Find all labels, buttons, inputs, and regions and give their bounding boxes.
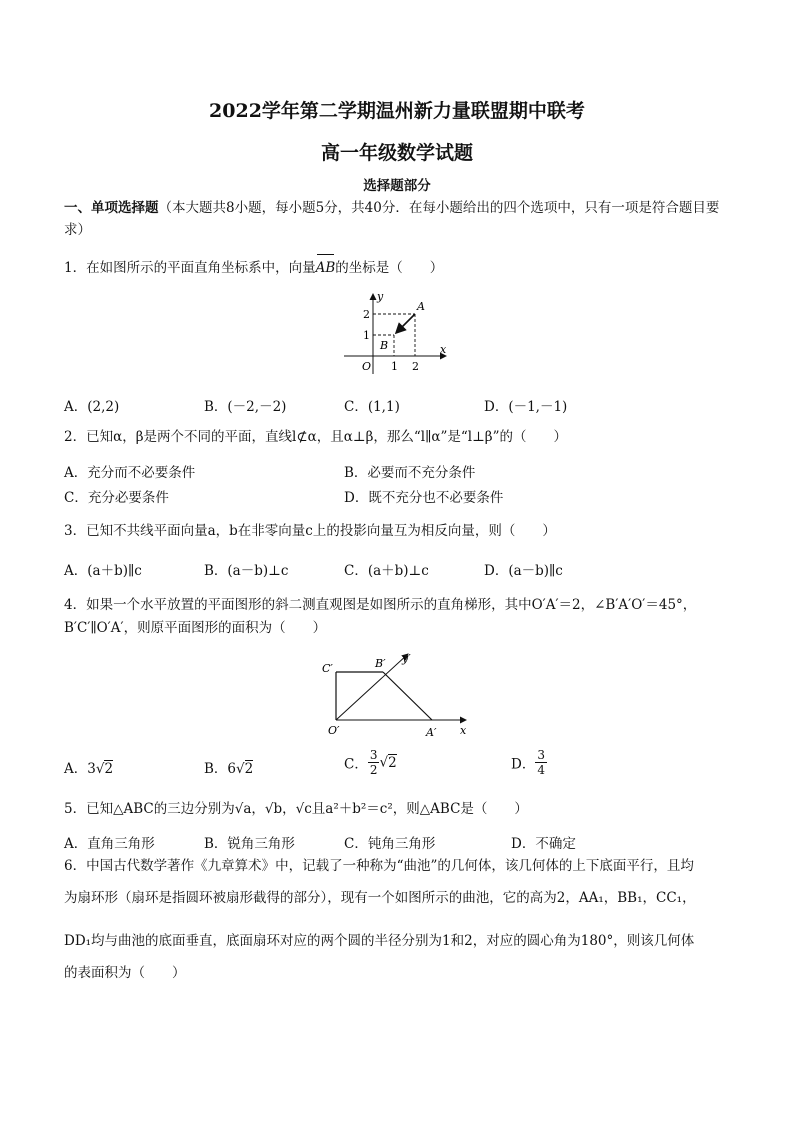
label-x: x	[460, 724, 467, 737]
question-2-stem: 2．已知α，β是两个不同的平面，直线l⊄α，且α⊥β，那么“l∥α”是“l⊥β”的（ ）	[64, 429, 567, 445]
q1-option-d[interactable]: D．(－1,－1)	[484, 399, 568, 415]
q2-option-a[interactable]: A．充分而不必要条件	[64, 465, 196, 481]
label-y-prime: y′	[402, 652, 411, 665]
section-instructions-text: （本大题共8小题，每小题5分，共40分．在每小题给出的四个选项中，只有一项是符合题目要求）	[64, 200, 720, 238]
question-6-line2: 为扇环形（扇环是指圆环被扇形截得的部分），现有一个如图所示的曲池，它的高为2，AA₁，BB₁，CC₁，	[64, 890, 696, 906]
q3-option-c[interactable]: C．(a＋b)⊥c	[344, 563, 429, 579]
label-o-prime: O′	[328, 724, 340, 737]
point-a-label: A	[417, 300, 425, 313]
y-prime-axis	[336, 654, 408, 720]
q5-option-a[interactable]: A．直角三角形	[64, 836, 155, 852]
point-b-label: B	[380, 339, 389, 352]
q1-option-b[interactable]: B．(－2,－2)	[204, 399, 287, 415]
section-instructions	[64, 197, 734, 241]
q4-option-a[interactable]: A．3√2	[64, 761, 114, 777]
q1-option-a[interactable]: A．(2,2)	[64, 399, 120, 415]
q2-option-c[interactable]: C．充分必要条件	[64, 490, 169, 506]
question-1-stem: 1．在如图所示的平面直角坐标系中，向量AB的坐标是（ ）	[64, 257, 734, 279]
page-title: 2022学年第二学期温州新力量联盟期中联考	[209, 100, 585, 122]
q5-option-d[interactable]: D．不确定	[511, 836, 576, 852]
page-subtitle: 高一年级数学试题	[320, 142, 473, 164]
y-axis-label: y	[377, 290, 384, 303]
label-a-prime: A′	[426, 726, 437, 739]
question-4-stem-line2: B′C′∥O′A′，则原平面图形的面积为（ ）	[64, 620, 327, 636]
section-heading: 一、单项选择题	[64, 200, 159, 216]
q4-option-d[interactable]: D． $\frac{3}{4}$	[511, 748, 545, 777]
q3-option-d[interactable]: D．(a－b)∥c	[484, 563, 563, 579]
label-c-prime: C′	[322, 662, 333, 675]
q1-option-c[interactable]: C．(1,1)	[344, 399, 400, 415]
question-4-stem-line1: 4．如果一个水平放置的平面图形的斜二测直观图是如图所示的直角梯形，其中O′A′＝2，∠B′A′O′＝45°，	[64, 597, 697, 613]
q5-option-b[interactable]: B．锐角三角形	[204, 836, 295, 852]
vector-ab-arrow	[396, 314, 415, 333]
q3-option-a[interactable]: A．(a＋b)∥c	[64, 563, 142, 579]
q5-option-c[interactable]: C．钝角三角形	[344, 836, 436, 852]
q4-option-c[interactable]: C． $\frac{3}{2}$ √2	[344, 748, 397, 777]
q2-option-d[interactable]: D．既不充分也不必要条件	[344, 490, 504, 506]
tick-y2: 2	[363, 308, 370, 321]
tick-x2: 2	[412, 360, 419, 373]
q4-option-b[interactable]: B．6√2	[204, 761, 254, 777]
question-5-stem: 5．已知△ABC的三边分别为√a，√b，√c且a²＋b²＝c²，则△ABC是（ ）	[64, 801, 528, 817]
question-6-line4: 的表面积为（ ）	[64, 965, 186, 981]
tick-y1: 1	[363, 329, 370, 342]
tick-x1: 1	[391, 360, 398, 373]
label-b-prime: B′	[375, 657, 386, 670]
x-axis-label: x	[440, 343, 447, 356]
vector-ab: AB	[316, 257, 336, 279]
question-3-stem: 3．已知不共线平面向量a，b在非零向量c上的投影向量互为相反向量，则（ ）	[64, 523, 556, 539]
q3-option-b[interactable]: B．(a－b)⊥c	[204, 563, 289, 579]
q4-trapezoid-figure	[320, 650, 480, 742]
q2-option-b[interactable]: B．必要而不充分条件	[344, 465, 476, 481]
section-title: 选择题部分	[363, 178, 431, 194]
question-6-line3: DD₁均与曲池的底面垂直，底面扇环对应的两个圆的半径分别为1和2，对应的圆心角为180°，则该几何体	[64, 933, 695, 949]
origin-label: O	[362, 360, 372, 373]
question-6-line1: 6．中国古代数学著作《九章算术》中，记载了一种称为“曲池”的几何体，该几何体的上下底面平行，且均	[64, 858, 694, 874]
q1-coordinate-figure	[340, 290, 450, 380]
